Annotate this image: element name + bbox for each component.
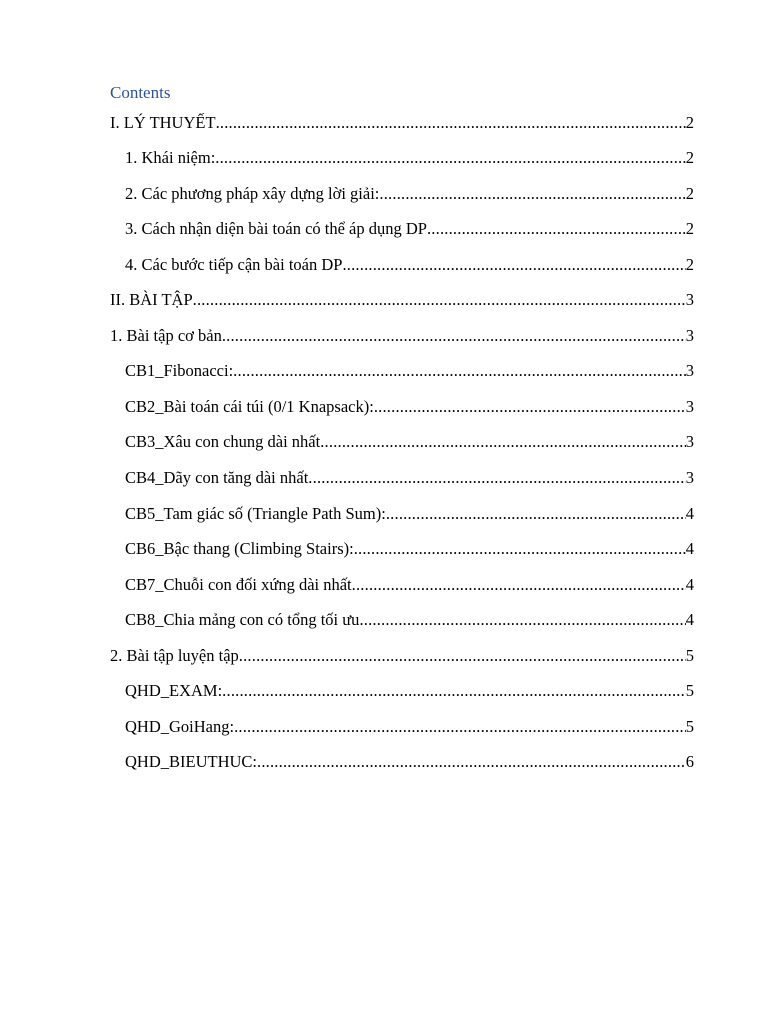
toc-entry-page: 2 <box>685 219 694 238</box>
toc-dot-leader <box>352 574 686 596</box>
toc-dot-leader <box>215 147 685 169</box>
toc-entry-page: 4 <box>685 575 694 594</box>
toc-entry-page: 2 <box>685 255 694 274</box>
toc-entry-nhan-dien[interactable] <box>125 218 694 240</box>
toc-dot-leader <box>427 218 686 240</box>
toc-entry-label: QHD_EXAM: <box>125 681 223 700</box>
toc-entry-label: I. LÝ THUYẾT <box>110 113 216 132</box>
toc-entry-bai-tap-luyen-tap[interactable] <box>110 645 694 667</box>
toc-entry-ly-thuyet[interactable] <box>110 112 694 134</box>
toc-entry-label: QHD_GoiHang: <box>125 717 235 736</box>
toc-dot-leader <box>374 396 686 418</box>
toc-entry-label: CB2_Bài toán cái túi (0/1 Knapsack): <box>125 397 374 416</box>
toc-entry-label: CB7_Chuỗi con đối xứng dài nhất <box>125 575 352 594</box>
toc-entry-label: QHD_BIEUTHUC: <box>125 752 257 771</box>
toc-entry-qhd-goihang[interactable] <box>125 716 694 738</box>
toc-dot-leader <box>320 431 686 453</box>
toc-entry-label: CB3_Xâu con chung dài nhất <box>125 432 321 451</box>
toc-entry-label: CB8_Chia mảng con có tổng tối ưu <box>125 610 360 629</box>
toc-entry-page: 4 <box>685 504 694 523</box>
toc-entry-label: 2. Bài tập luyện tập <box>110 646 239 665</box>
toc-entry-page: 2 <box>685 113 694 132</box>
toc-entry-page: 3 <box>685 468 694 487</box>
toc-dot-leader <box>233 360 686 382</box>
toc-entry-page: 5 <box>685 646 694 665</box>
toc-entry-page: 5 <box>685 681 694 700</box>
toc-entry-cb2[interactable] <box>125 396 694 418</box>
toc-entry-cb1[interactable] <box>125 360 694 382</box>
toc-entry-label: CB4_Dãy con tăng dài nhất <box>125 468 309 487</box>
toc-dot-leader <box>257 751 686 773</box>
toc-dot-leader <box>222 325 686 347</box>
toc-dot-leader <box>234 716 686 738</box>
toc-entry-label: 4. Các bước tiếp cận bài toán DP <box>125 255 343 274</box>
toc-entry-label: CB5_Tam giác số (Triangle Path Sum): <box>125 504 386 523</box>
toc-entry-label: 3. Cách nhận diện bài toán có thể áp dụng DP <box>125 219 427 238</box>
toc-entry-page: 4 <box>685 610 694 629</box>
toc-entry-cac-buoc[interactable] <box>125 254 694 276</box>
toc-entry-phuong-phap[interactable] <box>125 183 694 205</box>
toc-entry-cb6[interactable] <box>125 538 694 560</box>
toc-dot-leader <box>308 467 685 489</box>
toc-entry-cb5[interactable] <box>125 503 694 525</box>
toc-entry-label: 1. Khái niệm: <box>125 148 216 167</box>
toc-entry-page: 3 <box>685 290 694 309</box>
toc-entry-page: 3 <box>685 432 694 451</box>
toc-dot-leader <box>386 503 686 525</box>
toc-entry-page: 2 <box>685 148 694 167</box>
toc-entry-page: 4 <box>685 539 694 558</box>
toc-entry-page: 3 <box>685 326 694 345</box>
toc-dot-leader <box>379 183 685 205</box>
toc-entry-page: 2 <box>685 184 694 203</box>
toc-entry-label: CB6_Bậc thang (Climbing Stairs): <box>125 539 354 558</box>
toc-entry-page: 5 <box>685 717 694 736</box>
toc-dot-leader <box>216 112 686 134</box>
toc-dot-leader <box>354 538 686 560</box>
toc-entry-cb4[interactable] <box>125 467 694 489</box>
toc-entry-page: 3 <box>685 397 694 416</box>
toc-entry-label: 2. Các phương pháp xây dựng lời giải: <box>125 184 380 203</box>
toc-dot-leader <box>222 680 686 702</box>
toc-entry-label: II. BÀI TẬP <box>110 290 193 309</box>
toc-entry-label: 1. Bài tập cơ bản <box>110 326 222 345</box>
toc-dot-leader <box>359 609 685 631</box>
toc-entry-bai-tap[interactable] <box>110 289 694 311</box>
toc-entry-cb8[interactable] <box>125 609 694 631</box>
toc-dot-leader <box>342 254 685 276</box>
toc-dot-leader <box>239 645 686 667</box>
toc-entry-khai-niem[interactable] <box>125 147 694 169</box>
toc-entry-cb3[interactable] <box>125 431 694 453</box>
toc-entry-qhd-bieuthuc[interactable] <box>125 751 694 773</box>
toc-entry-qhd-exam[interactable] <box>125 680 694 702</box>
toc-entry-page: 6 <box>685 752 694 771</box>
toc-entry-cb7[interactable] <box>125 574 694 596</box>
toc-dot-leader <box>193 289 686 311</box>
toc-entry-bai-tap-co-ban[interactable] <box>110 325 694 347</box>
toc-entry-label: CB1_Fibonacci: <box>125 361 234 380</box>
toc-entry-page: 3 <box>685 361 694 380</box>
toc-heading: Contents <box>110 83 171 102</box>
